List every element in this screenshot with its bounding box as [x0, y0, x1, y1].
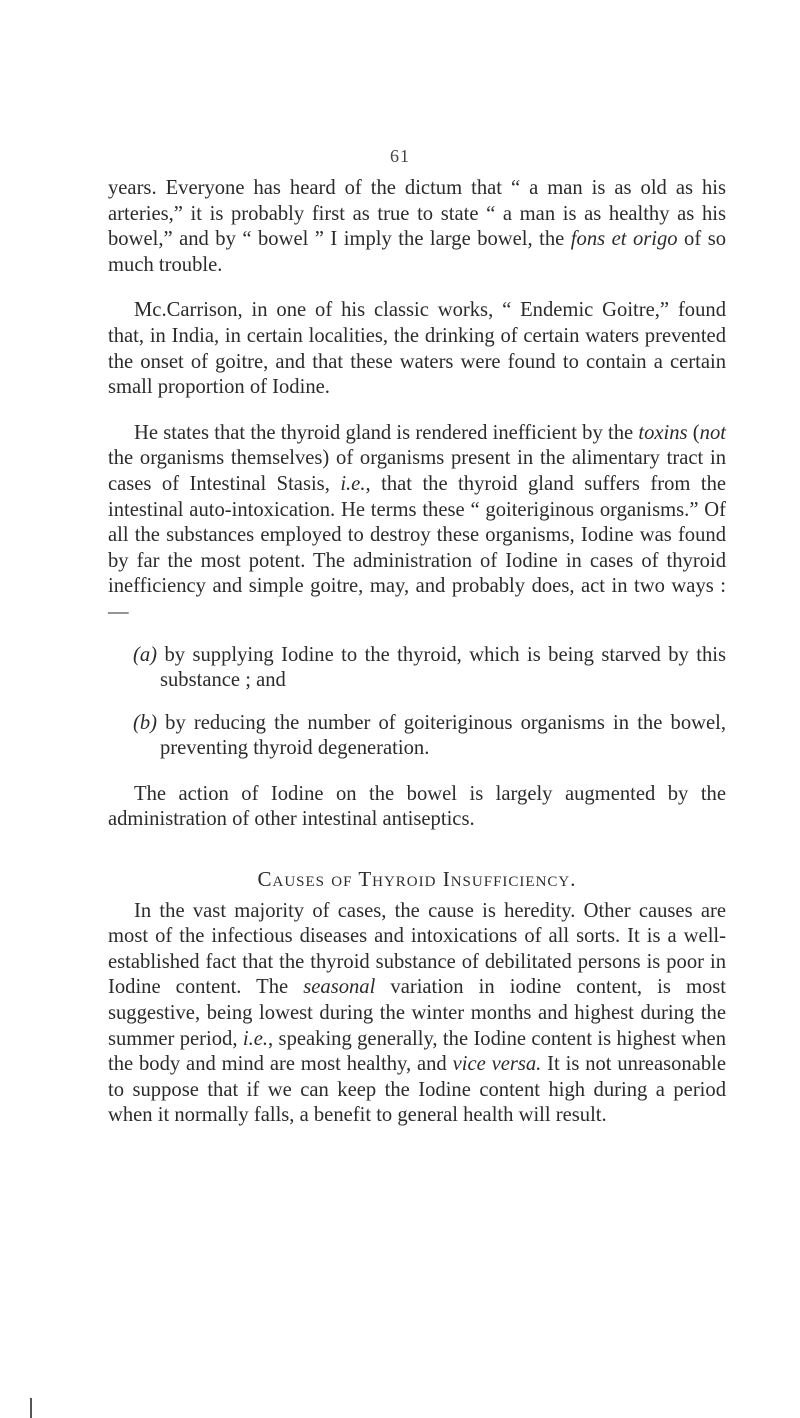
list-item-a: [108, 643, 726, 694]
paragraph-2: Mc.Carrison, in one of his classic works, “ Endemic Goitre,” found that, in India, in certain localities, the drinking of certain waters prevented the onset of goitre, and that these waters were found to contain a certain small proportion of Iodine.: [108, 299, 726, 399]
list-item-b: [108, 711, 726, 762]
paragraph-1-text-a: years. Everyone has heard of the dictum that “ a man is as old as his arteries,” it is probably first as true to state “ a man is as healthy as his bowel,” and by “ bowel ” I imply the large bowel, the: [108, 177, 726, 251]
paragraph-5-emphasis-seasonal: seasonal: [303, 976, 376, 999]
list-item-a-marker: (a): [133, 643, 158, 666]
paragraph-5-text-d: It is not unreasonable to suppose that if we can keep the Iodine content high during a period when it normally falls, a benefit to general health will result.: [108, 1053, 727, 1127]
paragraph-3-emphasis-not: not: [699, 421, 726, 444]
page-number: 61: [390, 146, 410, 166]
paragraph-3-text-d: , that the thyroid gland suffers from the intestinal auto-intoxication. He terms these “ goiteriginous organisms.” Of all the substances employed to destroy these organisms, Iodine was found by far the most potent. The administration of Iodine in cases of thyroid inefficiency and simple goitre, may, and probably does, act in two ways :—: [108, 472, 727, 623]
paragraph-3: [108, 421, 726, 626]
paragraph-5-emphasis-ie: i.e.: [242, 1027, 269, 1050]
paragraph-1: [108, 176, 726, 278]
list-item-b-marker: (b): [133, 711, 158, 734]
paragraph-1-emphasis: fons et origo: [570, 228, 678, 251]
list-item-b-text: by reducing the number of goiteriginous organisms in the bowel, preventing thyroid degeneration.: [157, 711, 726, 760]
paragraph-5-text-c: , speaking generally, the Iodine content is highest when the body and mind are most healthy, and: [108, 1027, 726, 1076]
paragraph-3-text-b: (: [687, 421, 700, 444]
paragraph-3-text-a: He states that the thyroid gland is rendered inefficient by the: [134, 421, 639, 444]
body-text: [108, 176, 726, 1129]
margin-mark: [30, 1398, 32, 1418]
paragraph-3-emphasis-toxins: toxins: [638, 421, 688, 444]
paragraph-4: The action of Iodine on the bowel is largely augmented by the administration of other intestinal antiseptics.: [108, 782, 726, 831]
paragraph-3-text-c: the organisms themselves) of organisms present in the alimentary tract in cases of Intestinal Stasis,: [108, 447, 726, 495]
paragraph-3-emphasis-ie: i.e.: [340, 472, 366, 495]
paragraph-5-text-b: variation in iodine content, is most suggestive, being lowest during the winter months and highest during the summer period,: [108, 976, 726, 1050]
section-heading: Causes of Thyroid Insufficiency.: [257, 867, 577, 892]
paragraph-5-emphasis-vice-versa: vice versa.: [452, 1053, 542, 1076]
paragraph-5-text-a: In the vast majority of cases, the cause is heredity. Other causes are most of the infectious diseases and intoxications of all sorts. It is a well-established fact that the thyroid substance of debilitated persons is poor in Iodine content. The: [108, 899, 726, 999]
paragraph-5: [108, 899, 726, 1129]
list-item-a-text: by supplying Iodine to the thyroid, which is being starved by this substance ; and: [157, 643, 726, 692]
paragraph-1-text-b: of so much trouble.: [108, 228, 727, 276]
